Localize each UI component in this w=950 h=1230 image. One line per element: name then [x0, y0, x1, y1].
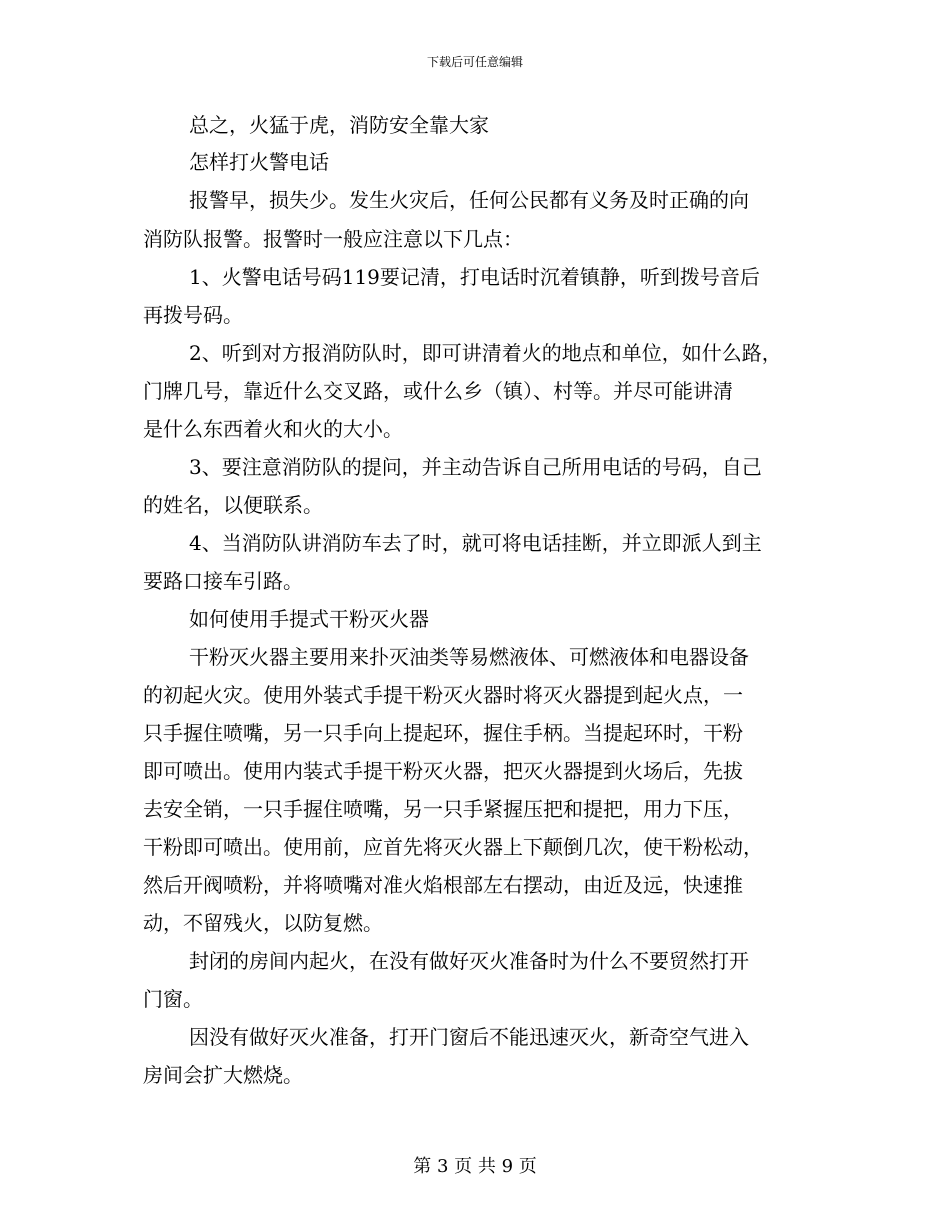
- heading-call-fire-alarm: 怎样打火警电话: [189, 150, 329, 174]
- paragraph-line: 干粉灭火器主要用来扑灭油类等易燃液体、可燃液体和电器设备: [189, 645, 749, 669]
- list-item-1-line: 1、火警电话号码119要记清，打电话时沉着镇静，听到拨号音后: [189, 265, 760, 289]
- page-number: 第 3 页 共 9 页: [413, 1156, 537, 1177]
- paragraph-line: 去安全销，一只手握住喷嘴，另一只手紧握压把和提把，用力下压，: [143, 797, 743, 821]
- paragraph-line: 即可喷出。使用内装式手提干粉灭火器，把灭火器提到火场后，先拔: [143, 759, 743, 783]
- paragraph-line: 只手握住喷嘴，另一只手向上提起环，握住手柄。当提起环时，干粉: [143, 721, 743, 745]
- list-item-3-line: 3、要注意消防队的提问，并主动告诉自己所用电话的号码，自己: [189, 455, 762, 479]
- list-item-4-line: 4、当消防队讲消防车去了时，就可将电话挂断，并立即派人到主: [189, 531, 762, 555]
- paragraph-line: 干粉即可喷出。使用前，应首先将灭火器上下颠倒几次，使干粉松动，: [143, 835, 763, 859]
- paragraph-line: 消防队报警。报警时一般应注意以下几点：: [143, 227, 523, 251]
- list-item-4-line: 要路口接车引路。: [143, 569, 303, 593]
- list-item-1-line: 再拨号码。: [143, 303, 243, 327]
- list-item-3-line: 的姓名，以便联系。: [143, 493, 323, 517]
- paragraph-line: 报警早，损失少。发生火灾后，任何公民都有义务及时正确的向: [189, 188, 749, 212]
- paragraph-line: 动，不留残火，以防复燃。: [143, 911, 383, 935]
- paragraph-line: 因没有做好灭火准备，打开门窗后不能迅速灭火，新奇空气进入: [189, 1025, 749, 1049]
- list-item-2-line: 是什么东西着火和火的大小。: [143, 417, 403, 441]
- list-item-2-line: 门牌几号，靠近什么交叉路，或什么乡（镇）、村等。并尽可能讲清: [143, 379, 733, 403]
- list-item-2-line: 2、听到对方报消防队时，即可讲清着火的地点和单位，如什么路，: [189, 341, 782, 365]
- paragraph-line: 房间会扩大燃烧。: [143, 1063, 303, 1087]
- paragraph-line: 门窗。: [143, 987, 203, 1011]
- paragraph-line: 然后开阀喷粉，并将喷嘴对准火焰根部左右摆动，由近及远，快速推: [143, 873, 743, 897]
- paragraph-line: 的初起火灾。使用外装式手提干粉灭火器时将灭火器提到起火点，一: [143, 683, 743, 707]
- page-header-note: 下载后可任意编辑: [426, 55, 523, 69]
- heading-extinguisher: 如何使用手提式干粉灭火器: [189, 607, 429, 631]
- heading-summary: 总之，火猛于虎，消防安全靠大家: [189, 113, 489, 137]
- paragraph-line: 封闭的房间内起火，在没有做好灭火准备时为什么不要贸然打开: [189, 949, 749, 973]
